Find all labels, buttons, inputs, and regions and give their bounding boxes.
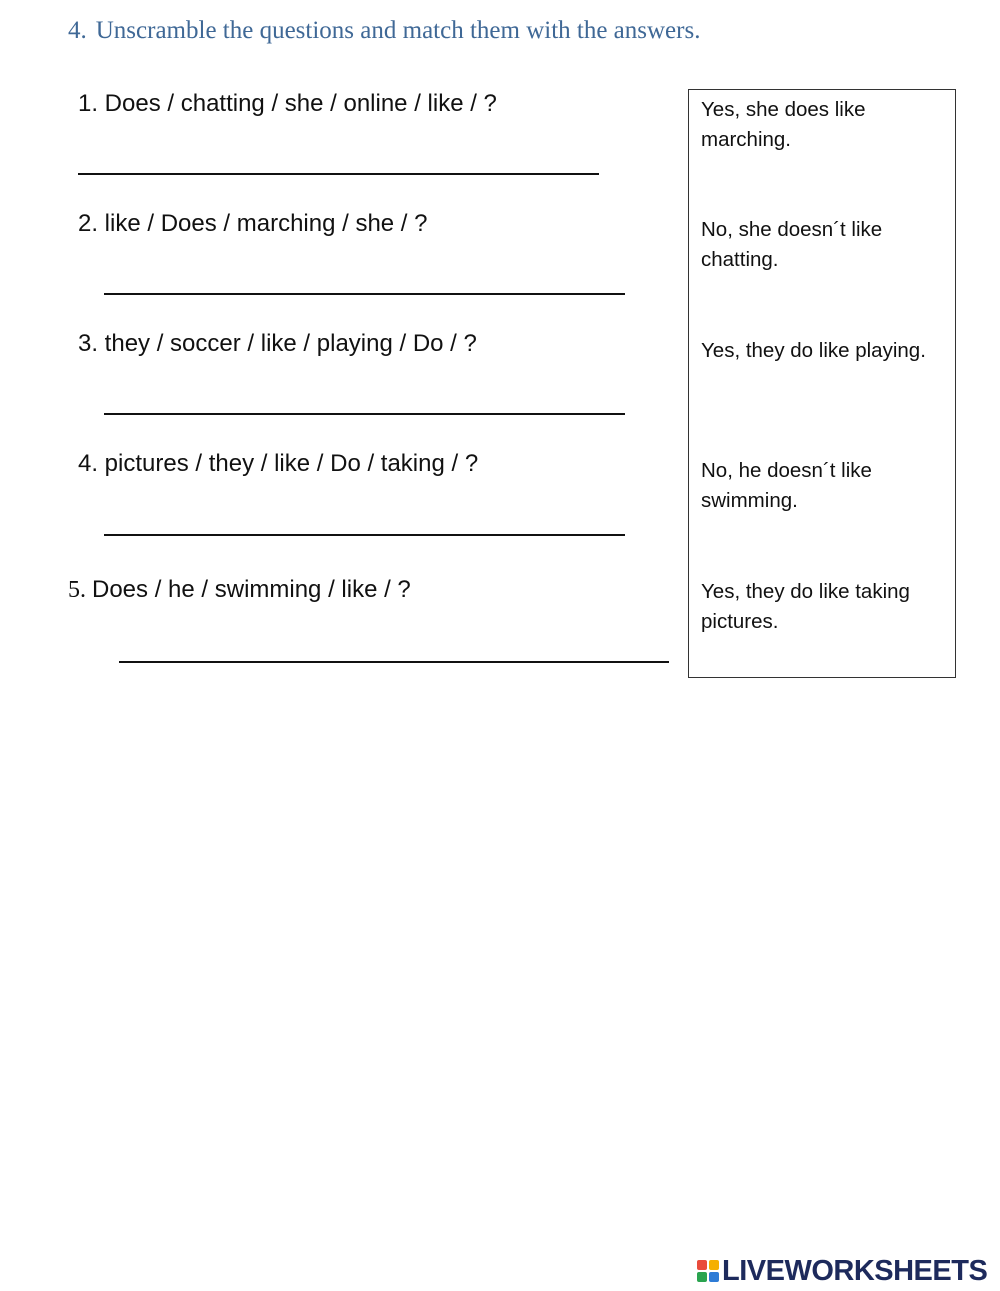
- answer-option-3[interactable]: Yes, they do like playing.: [701, 339, 926, 362]
- question-5-text: Does / he / swimming / like / ?: [92, 576, 411, 603]
- question-5: [68, 576, 411, 604]
- question-4: 4. pictures / they / like / Do / taking / ?: [78, 450, 479, 477]
- liveworksheets-logo: [697, 1256, 987, 1286]
- question-5-number: 5.: [68, 577, 86, 603]
- answer-line-3[interactable]: [104, 413, 625, 415]
- answer-line-2[interactable]: [104, 293, 625, 295]
- answer-option-5[interactable]: Yes, they do like taking pictures.: [701, 580, 910, 633]
- answer-line-4[interactable]: [104, 534, 625, 536]
- logo-block-1: [697, 1260, 707, 1270]
- answer-line-1[interactable]: [78, 173, 599, 175]
- question-1: 1. Does / chatting / she / online / like / ?: [78, 90, 497, 117]
- answer-option-2[interactable]: No, she doesn´t like chatting.: [701, 218, 883, 271]
- question-2: 2. like / Does / marching / she / ?: [78, 210, 428, 237]
- question-3: 3. they / soccer / like / playing / Do / ?: [78, 330, 477, 357]
- answer-line-5[interactable]: [119, 661, 669, 663]
- answer-option-4[interactable]: No, he doesn´t like swimming.: [701, 459, 872, 512]
- logo-block-2: [709, 1260, 719, 1270]
- answer-option-1[interactable]: Yes, she does like marching.: [701, 98, 866, 151]
- answers-box: [688, 89, 956, 678]
- logo-text: LIVEWORKSHEETS: [722, 1254, 988, 1287]
- logo-block-4: [709, 1272, 719, 1282]
- exercise-instructions: Unscramble the questions and match them with the answers.: [95, 17, 701, 44]
- logo-block-3: [697, 1272, 707, 1282]
- logo-blocks-icon: [697, 1260, 719, 1282]
- exercise-number: 4.: [68, 17, 87, 44]
- exercise-heading: [68, 17, 700, 45]
